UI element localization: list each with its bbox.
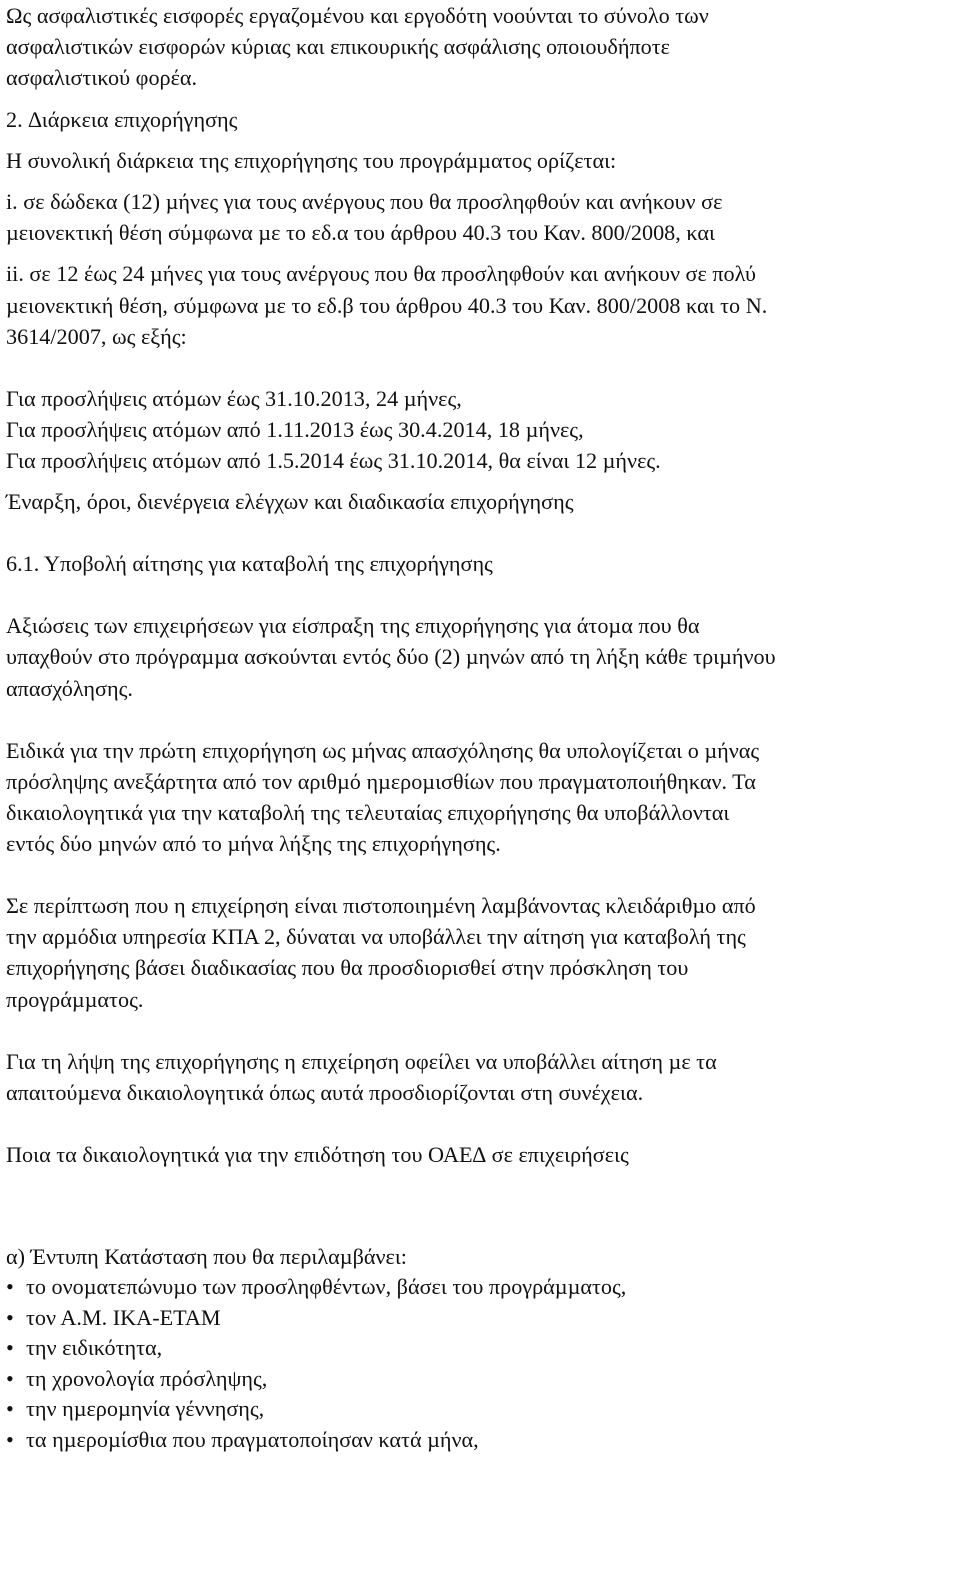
subsection-heading: 6.1. Υποβολή αίτησης για καταβολή της επιχορήγησης: [6, 551, 493, 577]
text-line: επιχορήγησης βάσει διαδικασίας που θα προσδιορισθεί στην πρόσκληση του: [6, 955, 689, 981]
list-item-text: το ονοµατεπώνυµο των προσληφθέντων, βάσει του προγράµµατος,: [26, 1274, 627, 1299]
text-line: ii. σε 12 έως 24 µήνες για τους ανέργους που θα προσληφθούν και ανήκουν σε πολύ: [6, 261, 756, 287]
text-line: µειονεκτική θέση, σύµφωνα µε το εδ.β του άρθρου 40.3 του Καν. 800/2008 και το Ν.: [6, 292, 768, 318]
paragraph-obtain: [6, 1046, 954, 1108]
text-line: την αρµόδια υπηρεσία ΚΠΑ 2, δύναται να υποβάλλει την αίτηση για καταβολή της: [6, 924, 746, 950]
paragraph-claims: [6, 610, 954, 704]
list-item-ii: [6, 258, 954, 352]
section-intro: Η συνολική διάρκεια της επιχορήγησης του προγράµµατος ορίζεται:: [6, 147, 617, 173]
paragraph-contributions: [6, 0, 954, 94]
list-item-text: τα ηµεροµίσθια που πραγµατοποίησαν κατά µήνα,: [26, 1426, 479, 1452]
list-item-text: τη χρονολογία πρόσληψης,: [26, 1365, 268, 1391]
schedule-line: Για προσλήψεις ατόµων από 1.11.2013 έως 30.4.2014, 18 µήνες,: [6, 416, 584, 442]
paragraph-kpa: [6, 890, 954, 1015]
section-heading: 2. ∆ιάρκεια επιχορήγησης: [6, 106, 238, 132]
text-line: ασφαλιστικών εισφορών κύριας και επικουρικής ασφάλισης οποιουδήποτε: [6, 34, 670, 60]
list-item: [6, 1272, 954, 1303]
bullet-icon: •: [6, 1335, 14, 1361]
text-line: ασφαλιστικού φορέα.: [6, 65, 198, 91]
text-line: απασχόλησης.: [6, 675, 133, 701]
list-item-text: τον Α.Μ. ΙΚΑ-ΕΤΑΜ: [26, 1304, 221, 1330]
text-line: µειονεκτική θέση σύµφωνα µε το εδ.α του άρθρου 40.3 του Καν. 800/2008, και: [6, 220, 715, 246]
list-item-i: [6, 186, 954, 248]
text-line: Σε περίπτωση που η επιχείρηση είναι πιστοποιηµένη λαµβάνοντας κλειδάριθµο από: [6, 893, 756, 919]
documents-heading: Ποια τα δικαιολογητικά για την επιδότηση του ΟΑΕ∆ σε επιχειρήσεις: [6, 1141, 629, 1167]
section-heading: Έναρξη, όροι, διενέργεια ελέγχων και διαδικασία επιχορήγησης: [6, 489, 574, 515]
text-line: προγράµµατος.: [6, 986, 144, 1012]
text-line: i. σε δώδεκα (12) µήνες για τους ανέργους που θα προσληφθούν και ανήκουν σε: [6, 188, 723, 214]
text-line: πρόσληψης ανεξάρτητα από τον αριθµό ηµεροµισθίων που πραγµατοποιήθηκαν. Τα: [6, 768, 756, 794]
text-line: 3614/2007, ως εξής:: [6, 323, 187, 349]
list-item: [6, 1303, 954, 1334]
list-a: [6, 1272, 954, 1456]
text-line: Ως ασφαλιστικές εισφορές εργαζοµένου και εργοδότη νοούνται το σύνολο των: [6, 3, 709, 28]
bullet-icon: •: [6, 1426, 14, 1452]
text-line: Για τη λήψη της επιχορήγησης η επιχείρηση οφείλει να υποβάλλει αίτηση µε τα: [6, 1048, 717, 1074]
text-line: απαιτούµενα δικαιολογητικά όπως αυτά προσδιορίζονται στη συνέχεια.: [6, 1079, 644, 1105]
bullet-icon: •: [6, 1304, 14, 1330]
duration-schedule: [6, 383, 954, 477]
list-item: [6, 1394, 954, 1425]
list-item-text: την ηµεροµηνία γέννησης,: [26, 1396, 265, 1422]
list-item: [6, 1364, 954, 1395]
text-line: εντός δύο µηνών από το µήνα λήξης της επιχορήγησης.: [6, 831, 501, 857]
text-line: Αξιώσεις των επιχειρήσεων για είσπραξη της επιχορήγησης για άτοµα που θα: [6, 613, 700, 639]
text-line: δικαιολογητικά για την καταβολή της τελευταίας επιχορήγησης θα υποβάλλονται: [6, 799, 730, 825]
list-item: [6, 1425, 954, 1456]
bullet-icon: •: [6, 1396, 14, 1422]
document-page: [6, 0, 954, 1456]
schedule-line: Για προσλήψεις ατόµων έως 31.10.2013, 24 µήνες,: [6, 385, 462, 411]
schedule-line: Για προσλήψεις ατόµων από 1.5.2014 έως 31.10.2014, θα είναι 12 µήνες.: [6, 448, 661, 474]
list-item-text: την ειδικότητα,: [26, 1335, 163, 1361]
list-a-heading: α) Έντυπη Κατάσταση που θα περιλαµβάνει:: [6, 1243, 407, 1269]
bullet-icon: •: [6, 1274, 14, 1299]
text-line: Ειδικά για την πρώτη επιχορήγηση ως µήνας απασχόλησης θα υπολογίζεται ο µήνας: [6, 737, 760, 763]
list-item: [6, 1333, 954, 1364]
text-line: υπαχθούν στο πρόγραµµα ασκούνται εντός δύο (2) µηνών από τη λήξη κάθε τριµήνου: [6, 644, 776, 670]
paragraph-first-grant: [6, 735, 954, 860]
bullet-icon: •: [6, 1365, 14, 1391]
